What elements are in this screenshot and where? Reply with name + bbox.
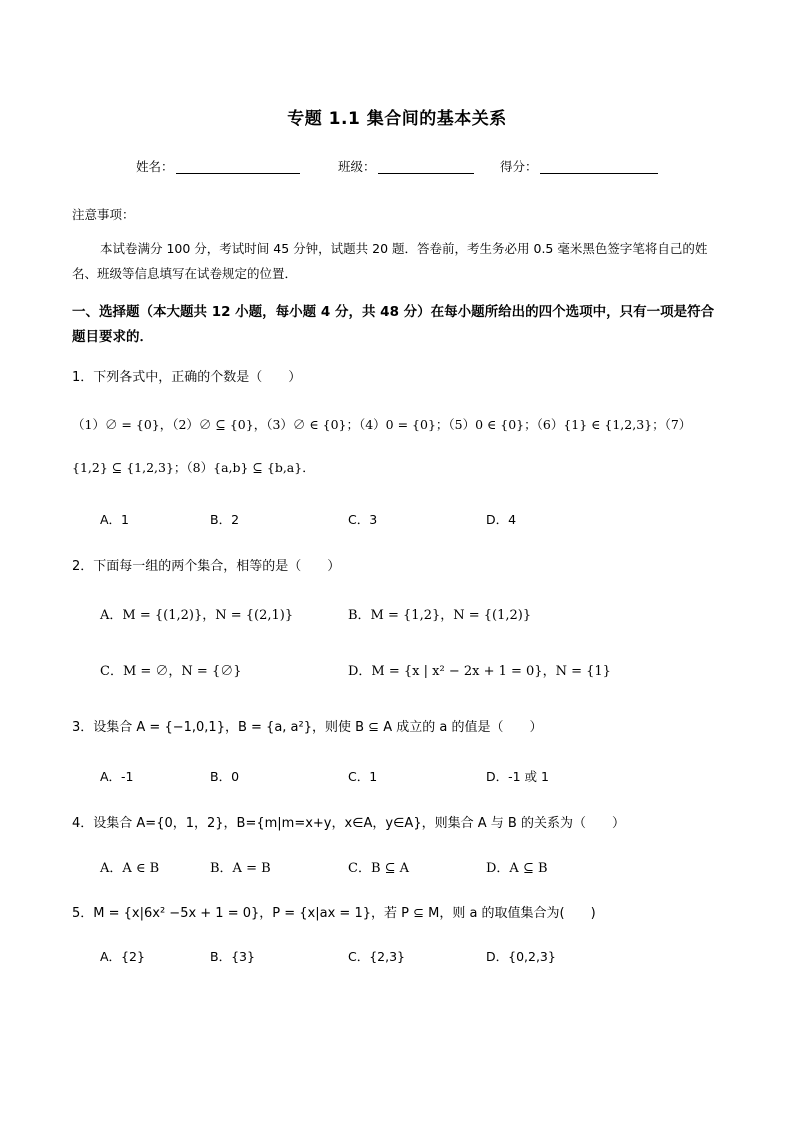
- question-5-option-a: A．{2}: [100, 949, 145, 964]
- question-2-option-d: D．M = {x | x² − 2x + 1 = 0}，N = {1}: [348, 664, 611, 679]
- question-3-option-a: A．-1: [100, 769, 134, 784]
- class-blank-line: [378, 160, 474, 174]
- question-3-option-d: D．-1 或 1: [486, 769, 549, 784]
- question-5-stem: 5．M = {x|6x² −5x + 1 = 0}，P = {x|ax = 1}，若 P ⊆ M，则 a 的取值集合为( ): [72, 906, 596, 921]
- question-1-stem: 1．下列各式中，正确的个数是（ ）: [72, 370, 302, 385]
- question-5-option-d: D．{0,2,3}: [486, 949, 556, 964]
- question-5-option-c: C．{2,3}: [348, 949, 406, 964]
- question-1-line-2: {1,2} ⊆ {1,2,3}；（8）{a,b} ⊆ {b,a}．: [72, 460, 315, 475]
- class-label: 班级：: [338, 159, 376, 174]
- question-2-option-c: C．M = ∅，N = {∅}: [100, 664, 242, 679]
- score-field: [500, 157, 658, 175]
- question-2-option-b: B．M = {1,2}，N = {(1,2)}: [348, 608, 532, 623]
- page-title: 专题 1.1 集合间的基本关系: [287, 109, 507, 129]
- question-1-option-d: D．4: [486, 512, 517, 527]
- question-3-option-c: C．1: [348, 769, 378, 784]
- question-3-stem: 3．设集合 A = {−1,0,1}，B = {a, a²}，则使 B ⊆ A 成立的 a 的值是（ ）: [72, 720, 543, 735]
- name-blank-line: [176, 160, 300, 174]
- question-1-option-b: B．2: [210, 512, 240, 527]
- question-4-option-b: B．A = B: [210, 861, 271, 876]
- score-blank-line: [540, 160, 658, 174]
- question-1-line-1: （1）∅ = {0}，（2）∅ ⊆ {0}，（3）∅ ∈ {0}；（4）0 = {0}；（5）0 ∈ {0}；（6）{1} ∈ {1,2,3}；（7）: [72, 417, 692, 432]
- question-5-option-b: B．{3}: [210, 949, 255, 964]
- name-label: 姓名：: [136, 159, 174, 174]
- name-field: [136, 157, 300, 175]
- question-4-stem: 4．设集合 A={0，1，2}，B={m|m=x+y，x∈A，y∈A}，则集合 A 与 B 的关系为（ ）: [72, 816, 625, 831]
- question-4-option-a: A．A ∈ B: [100, 861, 160, 876]
- question-1-option-a: A．1: [100, 512, 130, 527]
- section-title: 一、选择题（本大题共 12 小题，每小题 4 分，共 48 分）在每小题所给出的四个选项中，只有一项是符合题目要求的．: [72, 304, 715, 345]
- question-3-option-b: B．0: [210, 769, 240, 784]
- question-4-option-c: C．B ⊆ A: [348, 861, 410, 876]
- question-2-stem: 2．下面每一组的两个集合，相等的是（ ）: [72, 559, 341, 574]
- question-2-option-a: A．M = {(1,2)}，N = {(2,1)}: [100, 608, 294, 623]
- question-1-option-c: C．3: [348, 512, 378, 527]
- score-label: 得分：: [500, 159, 538, 174]
- class-field: [338, 157, 474, 175]
- notice-body: 本试卷满分 100 分，考试时间 45 分钟，试题共 20 题．答卷前，考生务必用 0.5 毫米黑色签字笔将自己的姓名、班级等信息填写在试卷规定的位置．: [72, 241, 708, 281]
- question-4-option-d: D．A ⊆ B: [486, 861, 548, 876]
- notice-heading: 注意事项：: [72, 207, 135, 222]
